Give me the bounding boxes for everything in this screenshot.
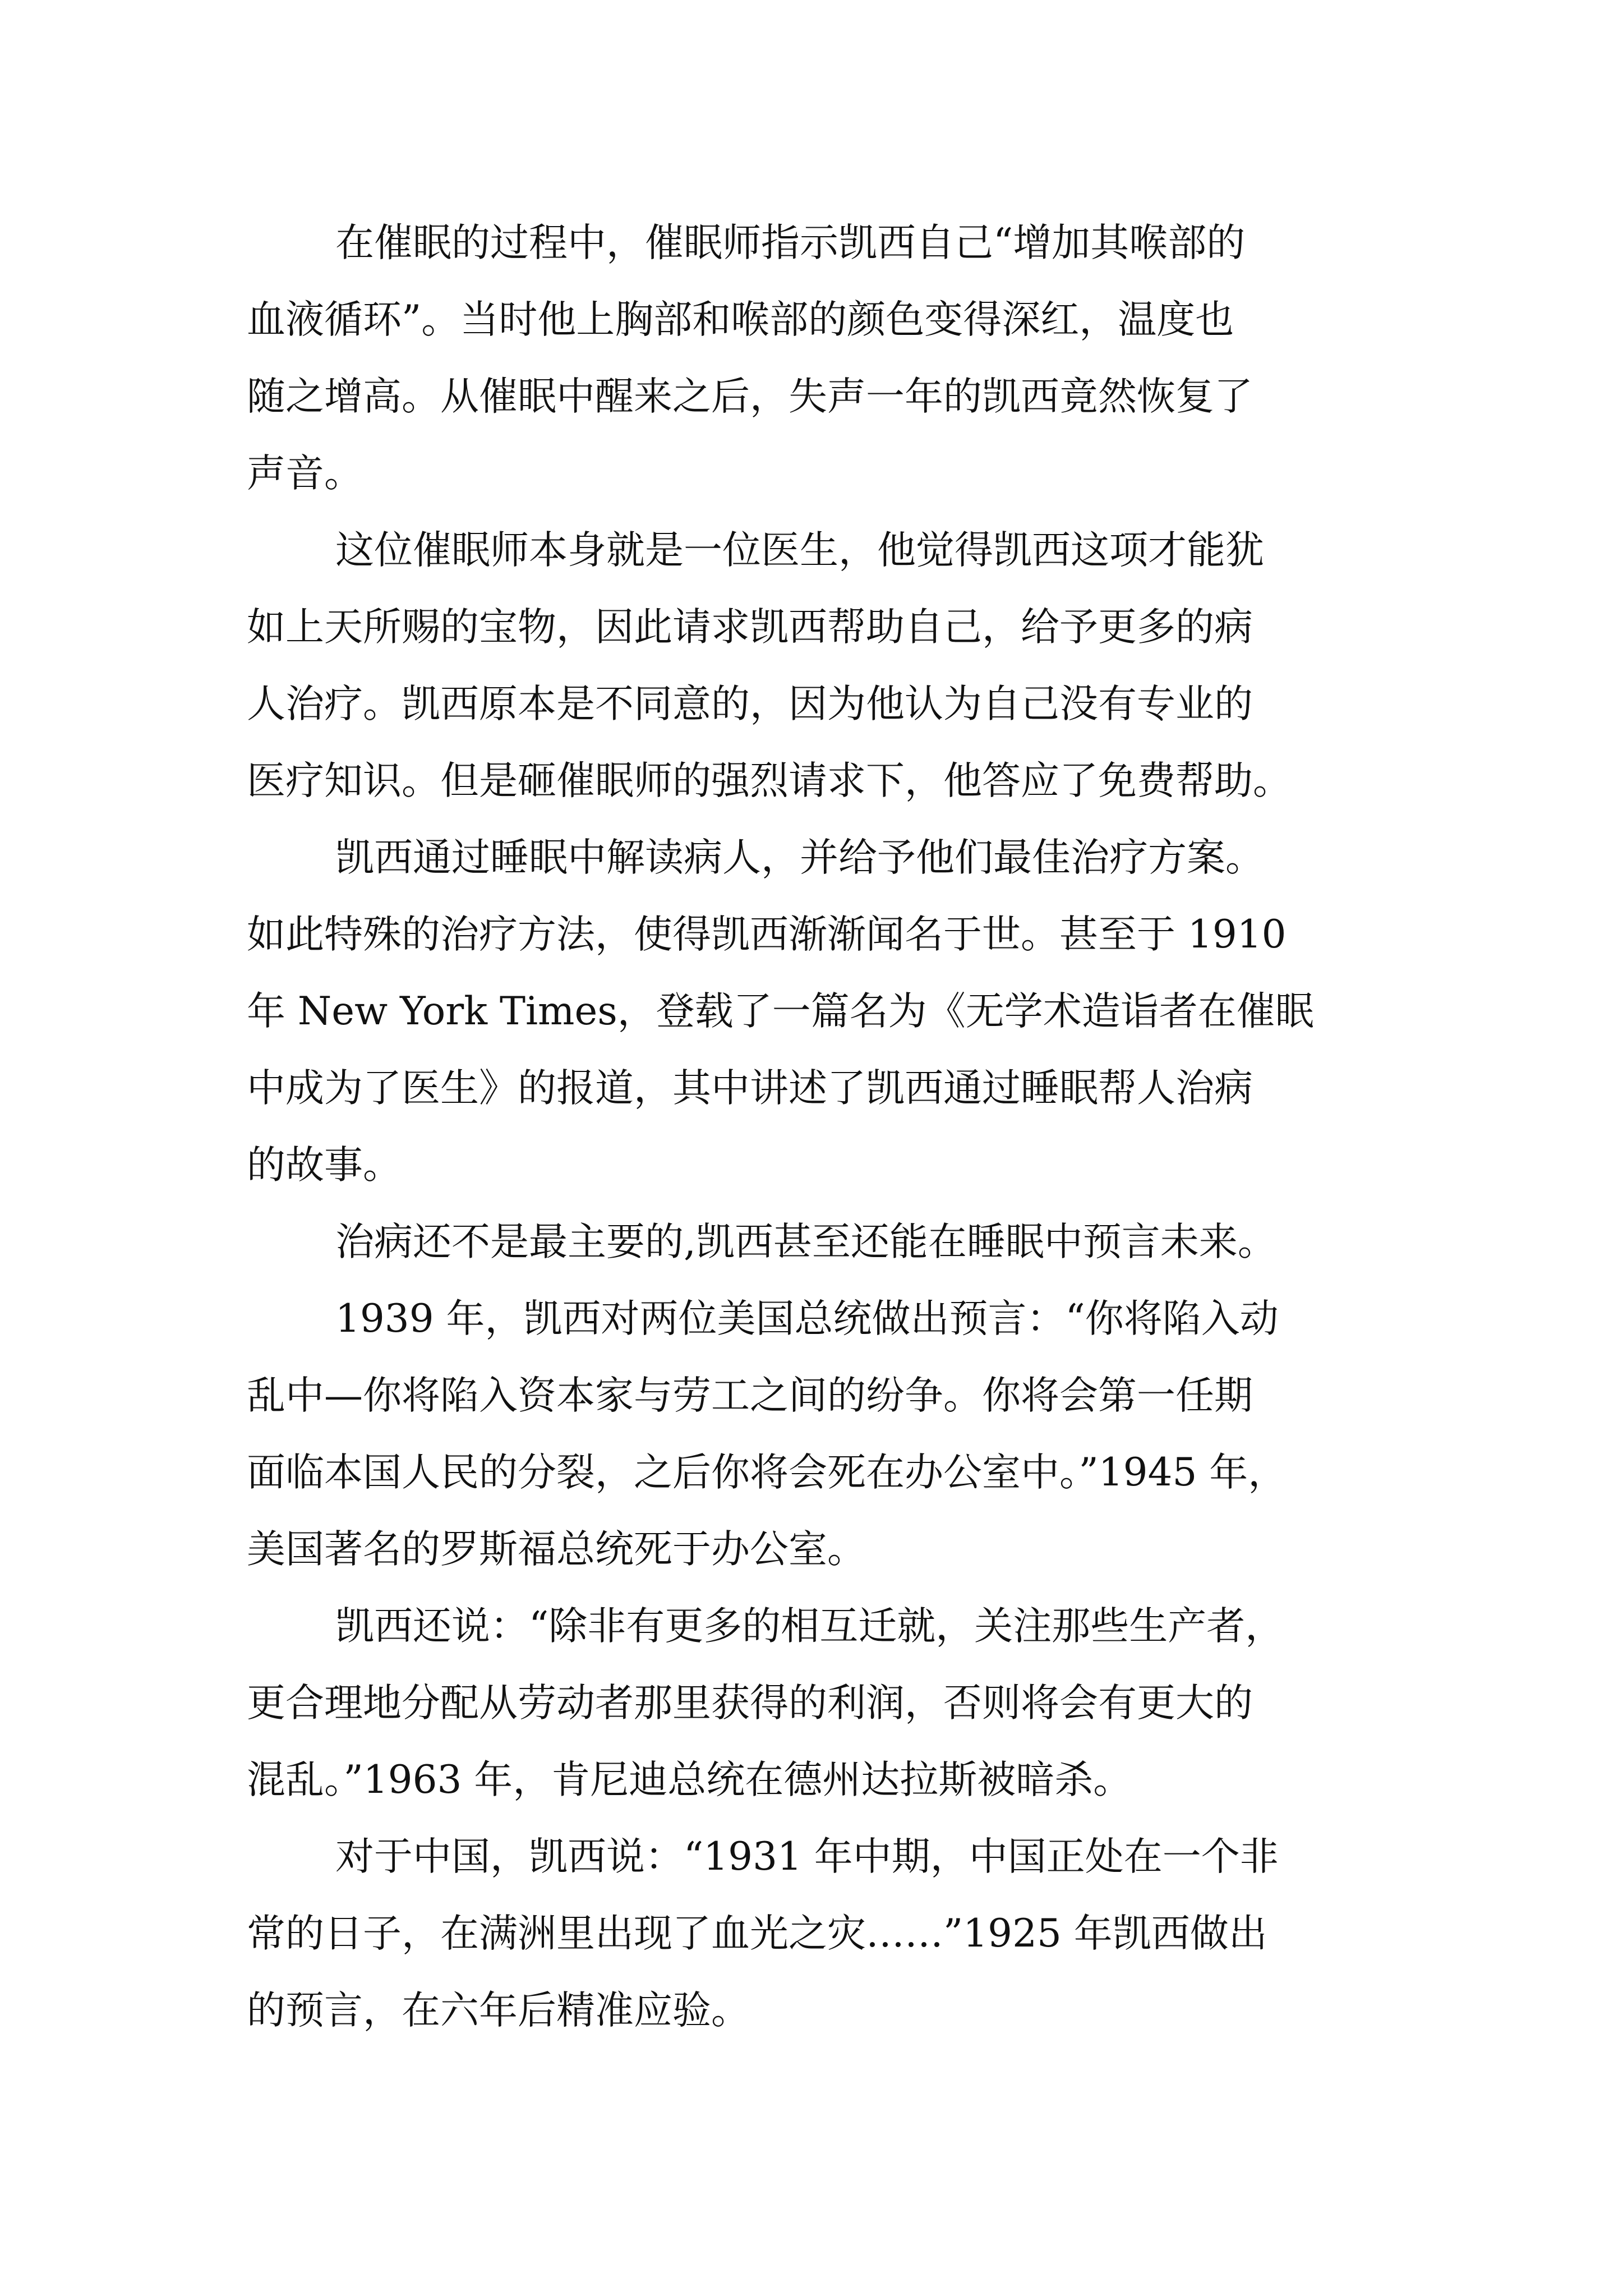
text-line: 人治疗。凯西原本是不同意的，因为他认为自己没有专业的	[247, 682, 1253, 726]
text-line: 美国著名的罗斯福总统死于办公室。	[247, 1527, 866, 1572]
paragraph-prophecy-intro	[247, 1204, 1380, 1281]
text-line: 医疗知识。但是砸催眠师的强烈请求下，他答应了免费帮助。	[247, 758, 1292, 803]
text-line: 的故事。	[247, 1143, 402, 1188]
text-line: 乱中—你将陷入资本家与劳工之间的纷争。你将会第一任期	[247, 1373, 1253, 1418]
text-line: 凯西还说：“除非有更多的相互迁就，关注那些生产者，	[335, 1604, 1284, 1649]
text-line: 随之增高。从催眠中醒来之后，失声一年的凯西竟然恢复了	[247, 374, 1253, 419]
text-line: 混乱。”1963 年，肯尼迪总统在德州达拉斯被暗杀。	[247, 1757, 1132, 1802]
paragraph-china-prophecy	[247, 1819, 1380, 2049]
document-body	[247, 205, 1380, 2049]
text-line: 年 New York Times，登载了一篇名为《无学术造诣者在催眠	[247, 989, 1314, 1034]
text-line: 在催眠的过程中，催眠师指示凯西自己“增加其喉部的	[335, 220, 1246, 265]
text-line: 的预言，在六年后精准应验。	[247, 1988, 750, 2033]
text-line: 常的日子，在满洲里出现了血光之灾……”1925 年凯西做出	[247, 1911, 1267, 1956]
text-line: 更合理地分配从劳动者那里获得的利润，否则将会有更大的	[247, 1681, 1253, 1726]
paragraph-1939-prophecy	[247, 1281, 1380, 1588]
text-line: 面临本国人民的分裂，之后你将会死在办公室中。”1945 年，	[247, 1450, 1287, 1495]
paragraph-1963-prophecy	[247, 1588, 1380, 1819]
text-line: 1939 年，凯西对两位美国总统做出预言：“你将陷入动	[335, 1296, 1279, 1341]
text-line: 声音。	[247, 451, 363, 496]
text-line: 如此特殊的治疗方法，使得凯西渐渐闻名于世。甚至于 1910	[247, 912, 1287, 957]
text-line: 血液循环”。当时他上胸部和喉部的颜色变得深红，温度也	[247, 297, 1234, 342]
text-line: 如上天所赐的宝物，因此请求凯西帮助自己，给予更多的病	[247, 605, 1253, 650]
paragraph-hypnotist-doctor	[247, 512, 1380, 820]
text-line: 这位催眠师本身就是一位医生，他觉得凯西这项才能犹	[335, 528, 1264, 573]
text-line: 中成为了医生》的报道，其中讲述了凯西通过睡眠帮人治病	[247, 1066, 1253, 1111]
text-line: 治病还不是最主要的,凯西甚至还能在睡眠中预言未来。	[335, 1220, 1276, 1264]
text-line: 凯西通过睡眠中解读病人，并给予他们最佳治疗方案。	[335, 835, 1264, 880]
paragraph-sleep-reading	[247, 820, 1380, 1204]
paragraph-hypnosis-voice	[247, 205, 1380, 512]
text-line: 对于中国，凯西说：“1931 年中期，中国正处在一个非	[335, 1834, 1279, 1879]
